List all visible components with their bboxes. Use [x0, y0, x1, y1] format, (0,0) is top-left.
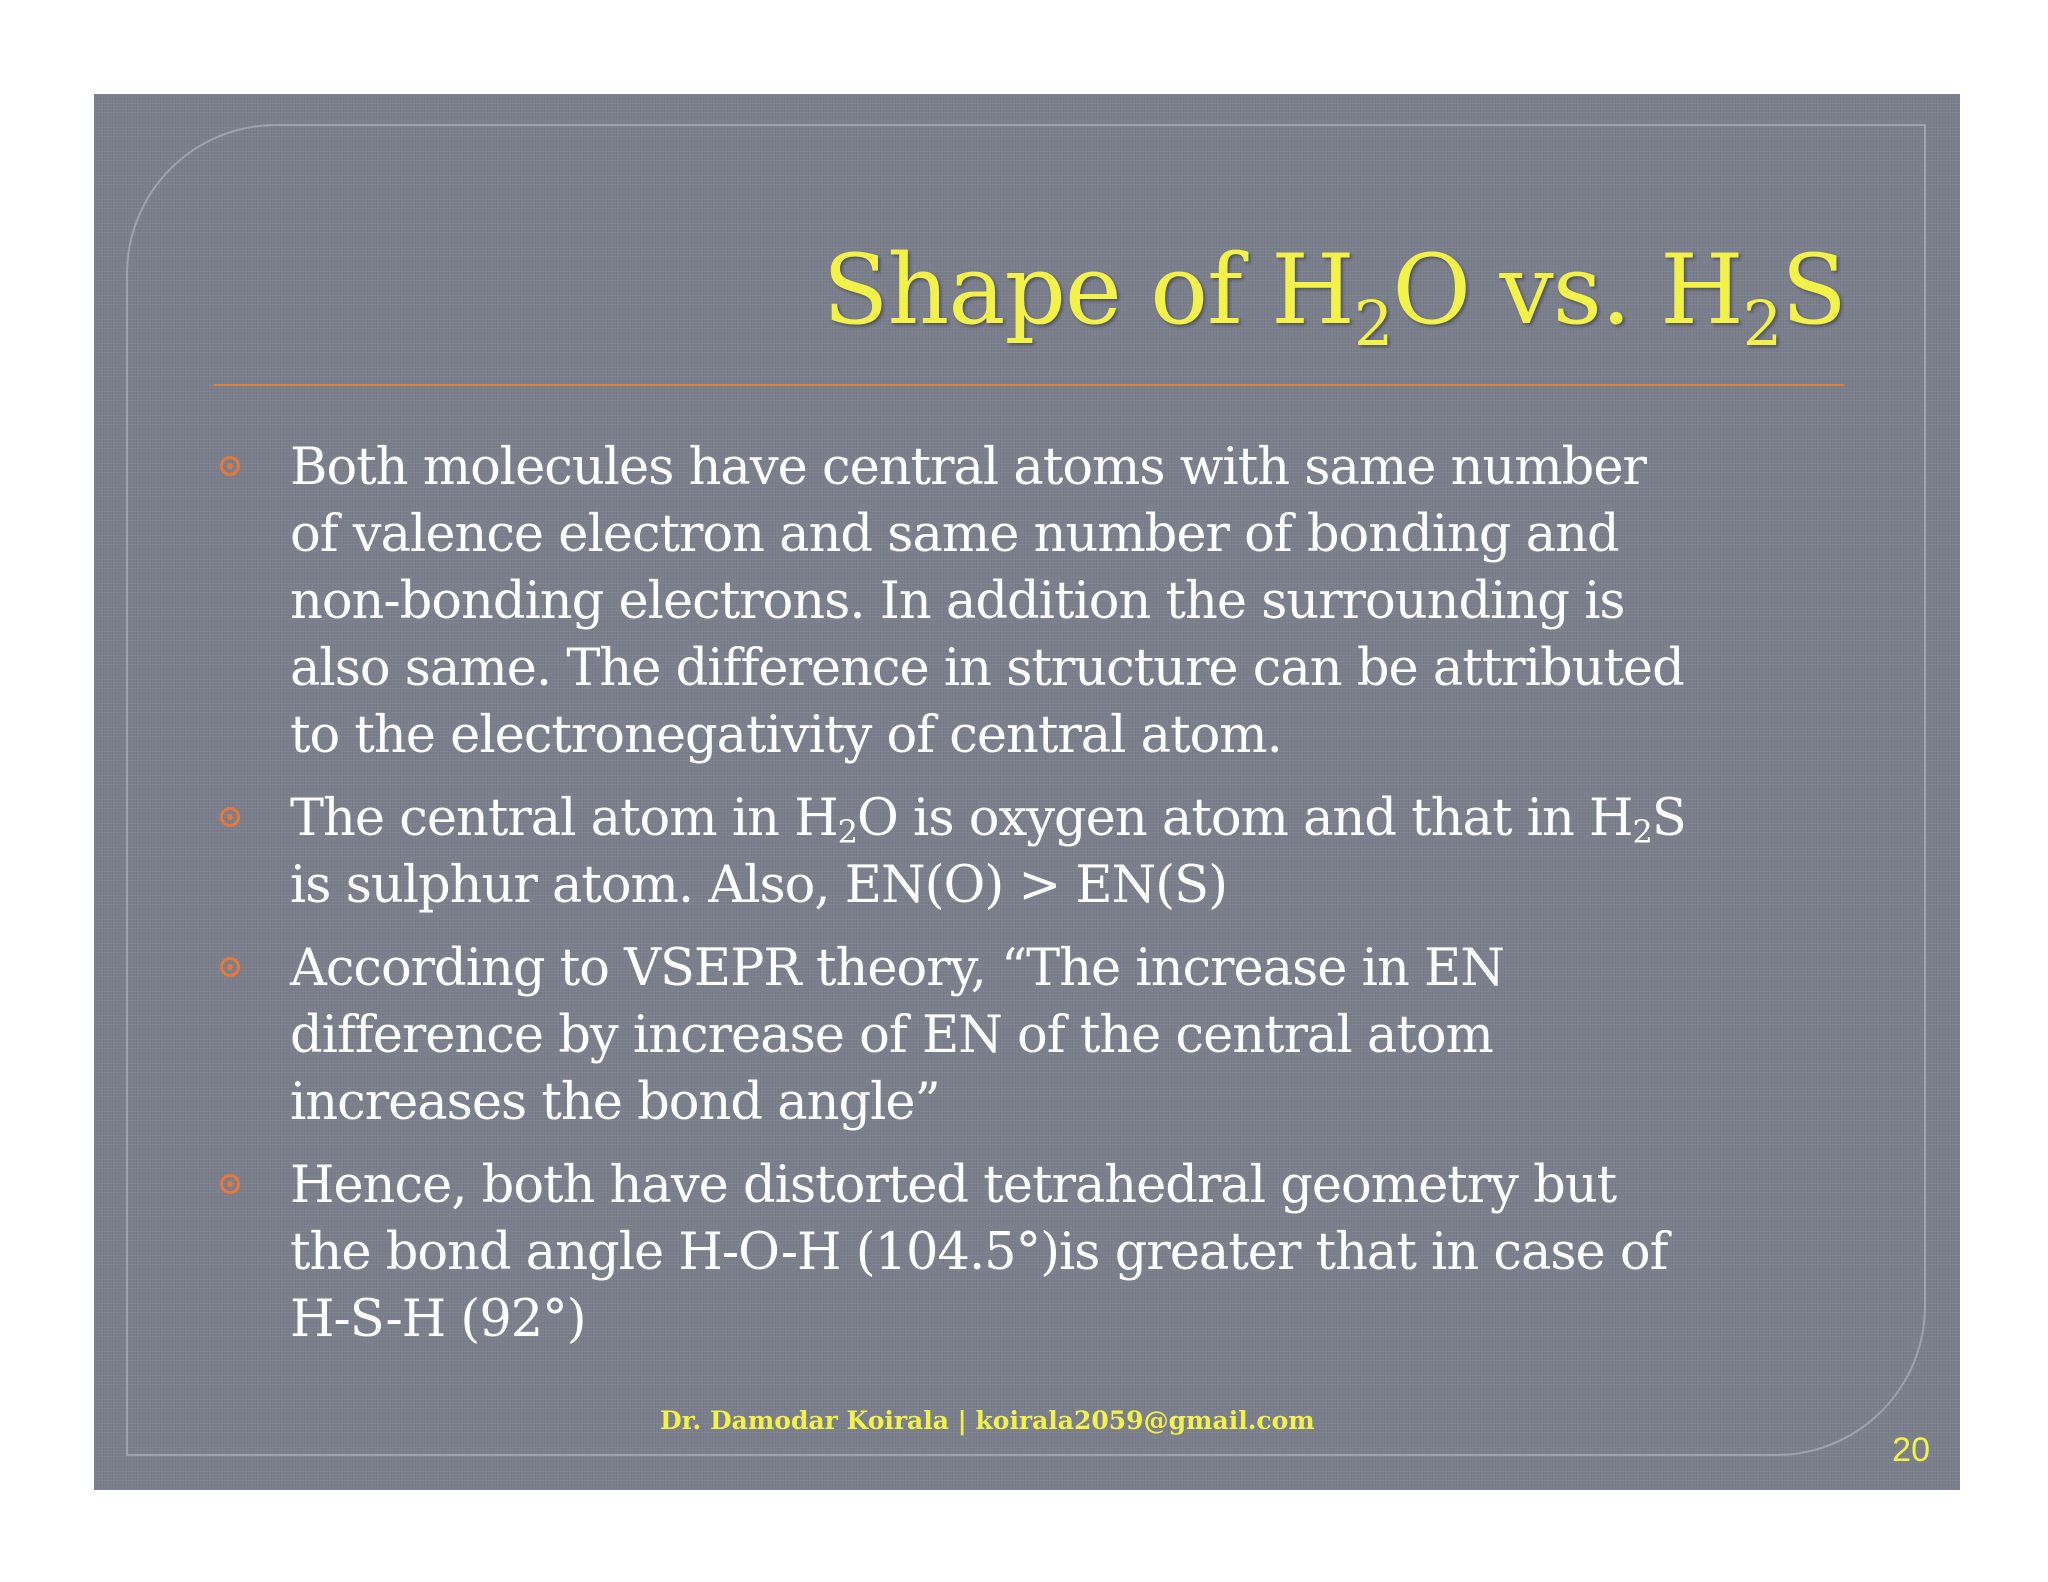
- bullet-line: difference by increase of EN of the central atom: [290, 1006, 1493, 1065]
- bullet-line: non-bonding electrons. In addition the surrounding is: [290, 572, 1625, 631]
- bullet-line: of valence electron and same number of bonding and: [290, 505, 1619, 564]
- bullet-circle-icon: [220, 957, 240, 977]
- slide-title: Shape of $H_2O$ vs. $H_2S$: [822, 234, 1846, 360]
- bullet-line: Both molecules have central atoms with same number: [290, 438, 1646, 497]
- bullet-line: is sulphur atom. Also, EN(O) > EN(S): [290, 856, 1227, 915]
- bullet-line: The central atom in $H_2O$ is oxygen atom and that in $H_2S$: [290, 789, 1686, 851]
- bullet-line: Hence, both have distorted tetrahedral geometry but: [290, 1156, 1617, 1215]
- page-number: 20: [1892, 1431, 1930, 1469]
- title-divider: [214, 384, 1844, 386]
- bullet-circle-icon: [220, 1174, 240, 1194]
- bullet-line: According to VSEPR theory, “The increase in EN: [290, 939, 1504, 998]
- bullet-line: the bond angle H-O-H (104.5°)is greater that in case of: [290, 1223, 1668, 1282]
- bullet-item: [204, 1152, 1944, 1353]
- bullet-line: also same. The difference in structure can be attributed: [290, 639, 1684, 698]
- bullet-line: H-S-H (92°): [290, 1290, 586, 1349]
- bullet-item: [204, 935, 1944, 1136]
- bullet-circle-icon: [220, 456, 240, 476]
- slide: [94, 94, 1960, 1490]
- bullet-circle-icon: [220, 807, 240, 827]
- bullet-line: increases the bond angle”: [290, 1073, 940, 1132]
- bullet-line: to the electronegativity of central atom.: [290, 706, 1282, 765]
- footer-author: Dr. Damodar Koirala | koirala2059@gmail.com: [660, 1406, 1315, 1435]
- bullet-list: [204, 434, 1944, 1369]
- bullet-item: [204, 785, 1944, 919]
- bullet-item: [204, 434, 1944, 769]
